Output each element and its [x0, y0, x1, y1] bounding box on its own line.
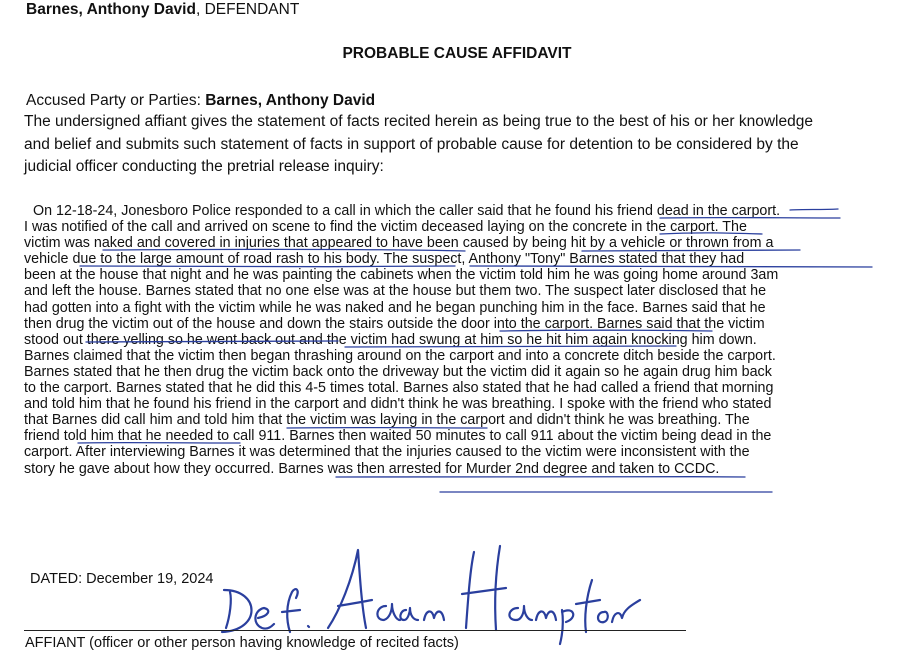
- narrative-line: Barnes stated that he then drug the victim back onto the driveway but the victim did it again so he again drug him back: [24, 363, 772, 380]
- preamble-line: judicial officer conducting the pretrial release inquiry:: [24, 158, 384, 176]
- accused-label: Accused Party or Parties:: [26, 92, 206, 109]
- narrative-line: victim was naked and covered in injuries that appeared to have been caused by being hit by a vehicle or thrown from a: [24, 235, 774, 252]
- dated-line: DATED: December 19, 2024: [30, 571, 214, 587]
- narrative-line: had gotten into a fight with the victim while he was naked and he began punching him in the face. Barnes said that he: [24, 299, 766, 316]
- accused-line: [26, 91, 375, 111]
- narrative: [24, 203, 914, 477]
- narrative-line: and told him that he found his friend in the carport and didn't think he was breathing. I spoke with the friend who stated: [24, 396, 772, 413]
- narrative-line: stood out there yelling so he went back out and the victim had swung at him so he hit him again knocking him down.: [24, 331, 757, 348]
- narrative-line: then drug the victim out of the house and down the stairs outside the door into the carport. Barnes said that the victim: [24, 315, 765, 332]
- narrative-line: carport. After interviewing Barnes it was determined that the injuries caused to the victim were inconsistent with the: [24, 444, 750, 461]
- preamble-line: and belief and submits such statement of facts in support of probable cause for detention to be considered by the: [24, 135, 799, 153]
- accused-name: Barnes, Anthony David: [205, 92, 376, 109]
- narrative-line: to the carport. Barnes stated that he did this 4-5 times total. Barnes also stated that he had called a friend that morning: [24, 380, 774, 397]
- narrative-line: On 12-18-24, Jonesboro Police responded to a call in which the caller said that he found his friend dead in the carport.: [33, 203, 781, 219]
- narrative-line: story he gave about how they occurred. Barnes was then arrested for Murder 2nd degree and taken to CCDC.: [24, 460, 720, 477]
- narrative-line: vehicle due to the large amount of road rash to his body. The suspect, Anthony "Tony" Barnes stated that they had: [24, 251, 745, 268]
- narrative-line: I was notified of the call and arrived on scene to find the victim deceased laying on the concrete in the carport. The: [24, 219, 747, 236]
- defendant-suffix: , DEFENDANT: [195, 1, 300, 18]
- narrative-line: Barnes claimed that the victim then began thrashing around on the carport and into a concrete ditch beside the carport.: [24, 347, 776, 364]
- narrative-line: friend told him that he needed to call 911. Barnes then waited 50 minutes to call 911 about the victim being dead in the: [24, 428, 772, 445]
- narrative-line: been at the house that night and he was painting the cabinets when the victim told him he was going home around 3am: [24, 267, 779, 284]
- preamble: [24, 111, 904, 179]
- narrative-line: that Barnes did call him and told him that the victim was laying in the carport and didn't think he was breathing. The: [24, 412, 750, 429]
- document-title: PROBABLE CAUSE AFFIDAVIT: [342, 45, 572, 62]
- preamble-line: The undersigned affiant gives the statement of facts recited herein as being true to the best of his or her knowledge: [24, 113, 813, 130]
- affiant-label: AFFIANT (officer or other person having knowledge of recited facts): [25, 635, 459, 651]
- signature-line: [24, 630, 686, 631]
- narrative-line: and left the house. Barnes stated that no one else was at the house but them two. The suspect later disclosed that he: [24, 283, 767, 300]
- defendant-line: [26, 0, 299, 20]
- defendant-name: Barnes, Anthony David: [26, 1, 196, 18]
